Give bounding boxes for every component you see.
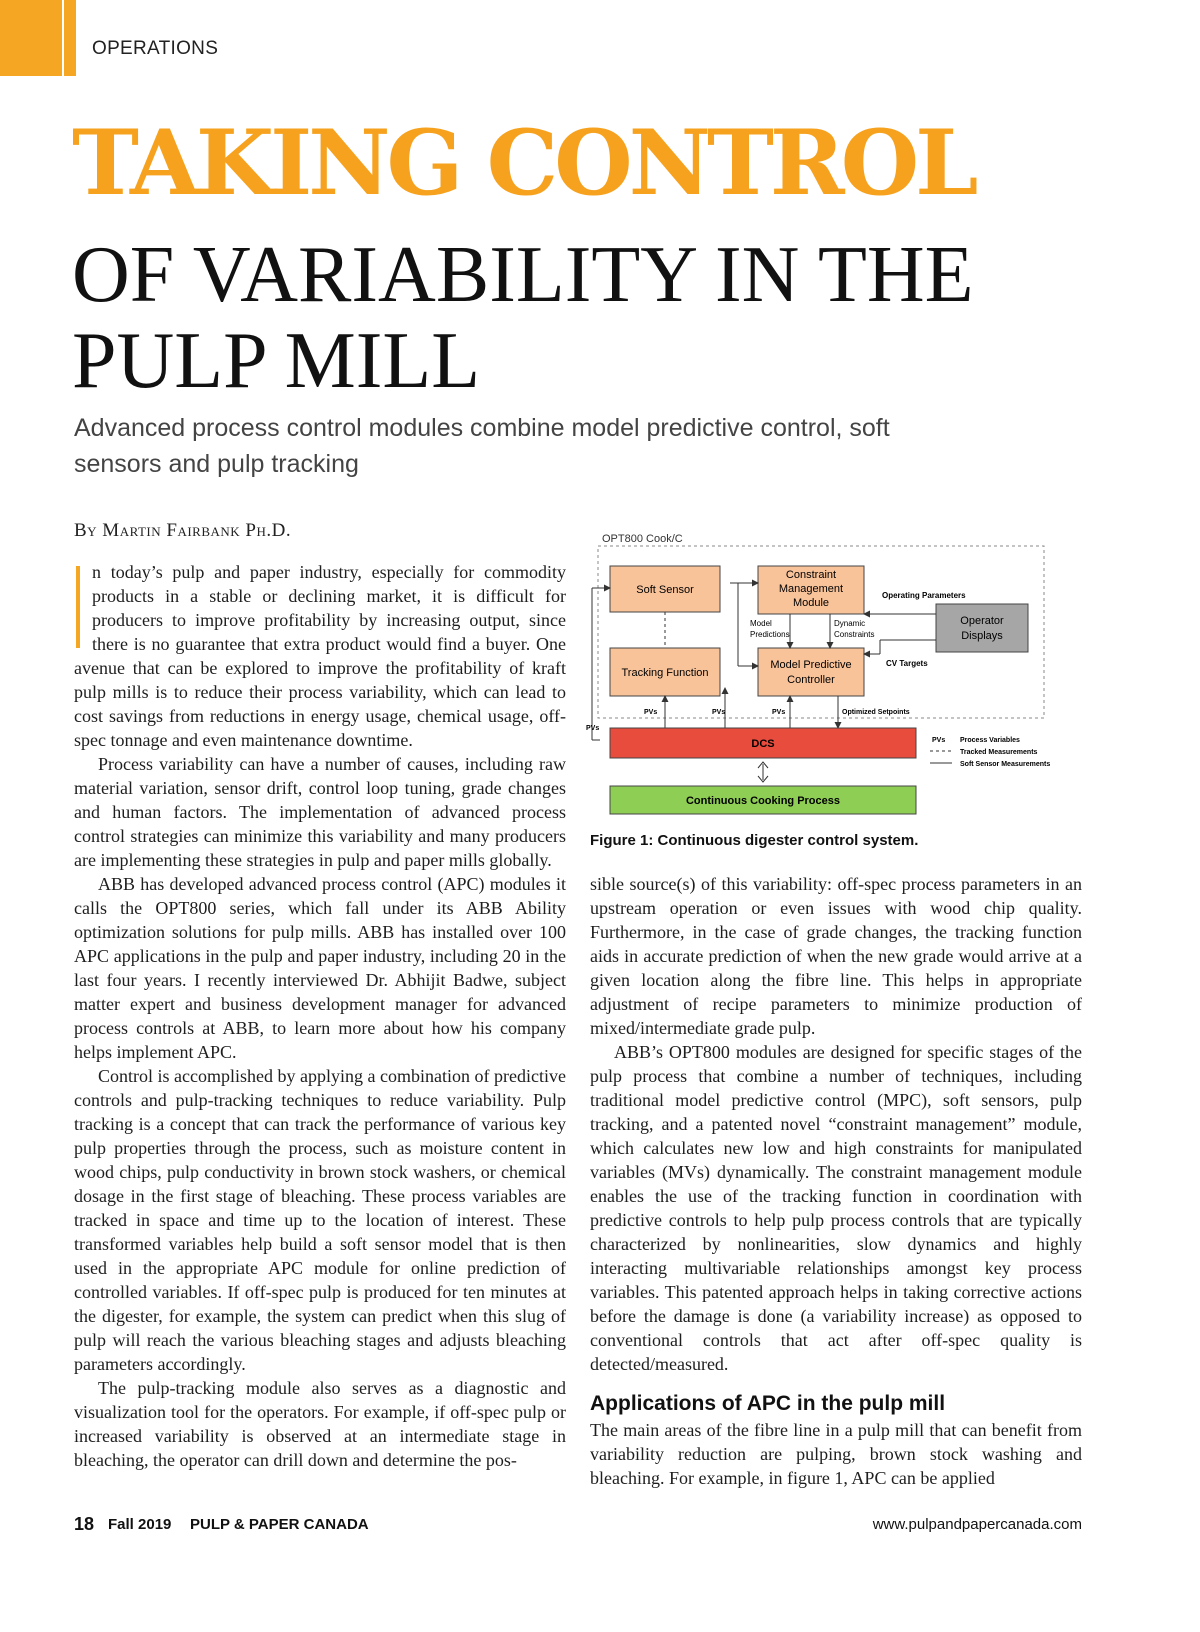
pvs-label-1: PVs: [644, 709, 658, 716]
model-pred-label-2: Predictions: [750, 630, 790, 639]
setpoints-label: Optimized Setpoints: [842, 709, 910, 716]
section-tab-divider: [62, 0, 64, 76]
legend-pvs-text: Process Variables: [960, 737, 1020, 744]
dcs-label: DCS: [751, 738, 775, 750]
operator-displays-box: [936, 604, 1028, 652]
model-pred-label-1: Model: [750, 619, 772, 628]
paragraph-2: Process variability can have a number of causes, including raw material variation, sensor drift, control loop tuning, grade changes and human factors. The implementation of advanced process control strategies can minimize this variability and many producers are implementing these strategies in pulp and paper mills globally.: [74, 754, 566, 870]
headline: TAKING CONTROL: [72, 110, 975, 216]
operator-label-2: Displays: [961, 630, 1003, 642]
publication-name: PULP & PAPER CANADA: [190, 1516, 369, 1533]
soft-sensor-label: Soft Sensor: [636, 584, 694, 596]
mpc-label-2: Controller: [787, 674, 835, 686]
drop-cap-bar: [76, 566, 80, 648]
dyn-con-label-1: Dynamic: [834, 619, 866, 628]
tracking-label: Tracking Function: [621, 667, 709, 679]
paragraph-8: The main areas of the fibre line in a pulp mill that can benefit from variability reduction are pulping, brown stock washing and bleaching. For example, in figure 1, APC can be applied: [590, 1420, 1082, 1488]
section-tab-bar: [0, 0, 76, 76]
pvs-label-3: PVs: [772, 709, 786, 716]
mpc-box: [758, 648, 864, 696]
pvs-label-2: PVs: [712, 709, 726, 716]
legend-soft-text: Soft Sensor Measurements: [960, 761, 1051, 768]
constraint-label-3: Module: [792, 597, 830, 609]
left-column: [74, 560, 566, 1472]
paragraph-7: ABB’s OPT800 modules are designed for specific stages of the pulp process that combine a number of techniques, including traditional model predictive control (MPC), soft sensors, pulp tracking, and a patented novel “constraint management” module, which calculates new low and high constraints for manipulated variables (MVs) dynamically. The constraint management module enables the use of the tracking function in coordination with predictive controls to help pulp process controls that are typically characterized by nonlinearities, slow dynamics and highly interacting multivariable relationships amongst key process variables. This patented approach helps in taking corrective actions before the damage is done (a variability increase) as opposed to conventional controls that act after off-spec quality is detected/measured.: [590, 1042, 1082, 1374]
figure-frame-label: OPT800 Cook/C: [602, 533, 683, 545]
figure-caption: Figure 1: Continuous digester control system.: [590, 832, 919, 849]
mpc-label-1: Model Predictive: [770, 659, 852, 671]
paragraph-5: The pulp-tracking module also serves as a diagnostic and visualization tool for the operators. For example, if off-spec pulp or increased variability is observed at an intermediate stage in bleaching, the operator can drill down and determine the pos-: [74, 1378, 566, 1470]
headline-sub: OF VARIABILITY IN THE PULP MILL: [72, 231, 974, 405]
subheading: Applications of APC in the pulp mill: [590, 1392, 946, 1415]
paragraph-1: n today’s pulp and paper industry, especially for commodity products in a stable or declining market, it is difficult for producers to improve profitability by increasing output, since there is no guarantee that extra product would find a buyer. One avenue that can be explored to improve the profitability of kraft pulp mills is to reduce their process variability, which can lead to cost savings from reductions in energy usage, chemical usage, off-spec tonnage and even maintenance downtime.: [74, 562, 566, 750]
paragraph-4: Control is accomplished by applying a combination of predictive controls and pulp-tracking techniques to reduce variability. Pulp tracking is a concept that can track the performance of various key pulp properties through the process, such as moisture content in wood chips, pulp conductivity in brown stock washers, or chemical dosage in the first stage of bleaching. These process variables are tracked in space and time up to the location of interest. These transformed variables help build a soft sensor model that is then used in the appropriate APC module for online prediction of controlled variables. If off-spec pulp is produced for ten minutes at the digester, for example, the system can predict when this slug of pulp will reach the various bleaching stages and adjusts bleaching parameters accordingly.: [74, 1066, 566, 1374]
cv-targets-label: CV Targets: [886, 659, 928, 668]
deck-text: Advanced process control modules combine model predictive control, soft sensors and pulp tracking: [74, 414, 890, 478]
operating-params-label: Operating Parameters: [882, 591, 966, 600]
paragraph-6: sible source(s) of this variability: off-spec process parameters in an upstream operation or even issues with wood chip quality. Furthermore, in the case of grade changes, the tracking function aids in accurate prediction of when the new grade would arrive at a given location along the fibre line. This helps in appropriate adjustment of recipe parameters to minimize production of mixed/intermediate grade pulp.: [590, 874, 1082, 1038]
right-column: [590, 872, 1082, 1490]
figure-diagram: [586, 528, 1090, 828]
issue-label: Fall 2019: [108, 1516, 172, 1533]
process-label: Continuous Cooking Process: [685, 795, 841, 807]
byline: By Martin Fairbank Ph.D.: [74, 520, 292, 541]
constraint-label-2: Management: [778, 583, 844, 595]
pvs-label-side: PVs: [586, 725, 600, 732]
constraint-label-1: Constraint: [785, 569, 837, 581]
legend-tracked-text: Tracked Measurements: [960, 749, 1038, 756]
website-url: www.pulpandpapercanada.com: [872, 1516, 1082, 1533]
dyn-con-label-2: Constraints: [834, 630, 875, 639]
legend-pvs-symbol: PVs: [932, 737, 946, 744]
paragraph-3: ABB has developed advanced process control (APC) modules it calls the OPT800 series, which fall under its ABB Ability optimization solutions for pulp mills. ABB has installed over 100 APC applications in the pulp and paper industry, including 20 in the last four years. I recently interviewed Dr. Abhijit Badwe, subject matter expert and business development manager for advanced process controls at ABB, to learn more about how his company helps implement APC.: [74, 874, 566, 1062]
page-number: 18: [74, 1514, 95, 1534]
operator-label-1: Operator: [960, 615, 1004, 627]
section-label: OPERATIONS: [92, 38, 219, 59]
